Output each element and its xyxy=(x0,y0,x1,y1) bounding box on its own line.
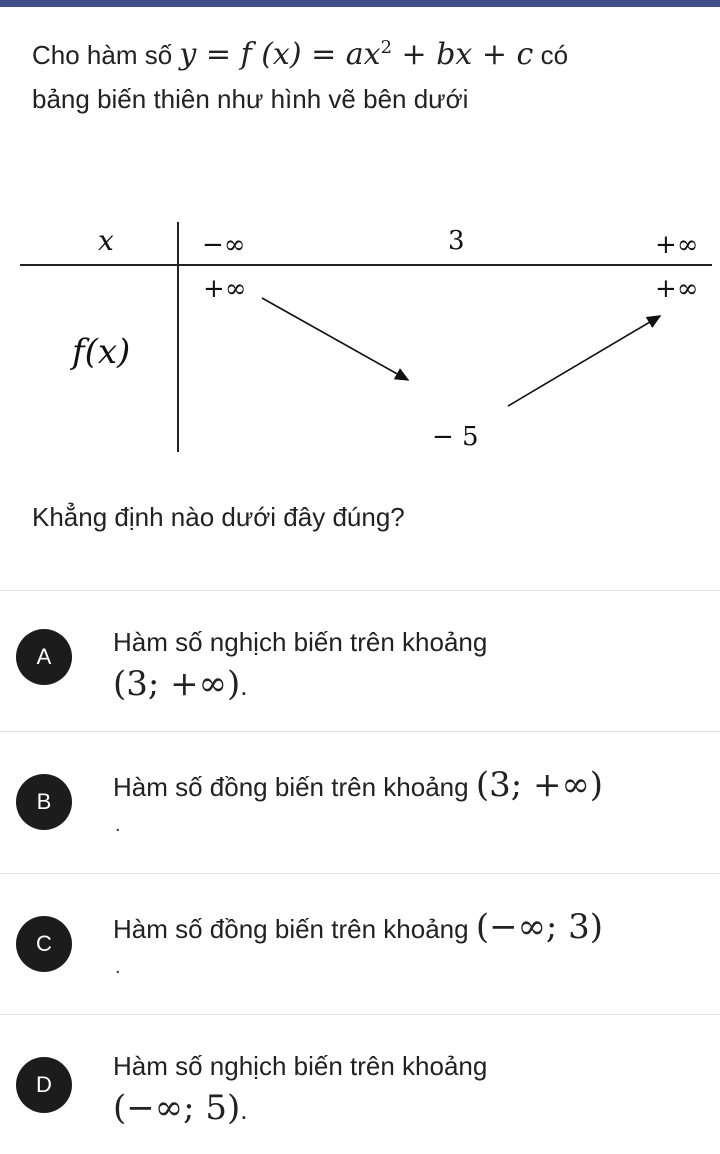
table-fx-label: f(x) xyxy=(72,332,131,372)
option-b-badge: B xyxy=(16,774,72,830)
x-value-neg-inf: −∞ xyxy=(202,230,246,260)
increasing-arrow xyxy=(508,316,660,406)
formula-exponent: 2 xyxy=(380,37,393,58)
option-a-badge: A xyxy=(16,629,72,685)
option-d-period: . xyxy=(240,1095,248,1125)
question-suffix: có xyxy=(540,40,569,70)
option-d-interval: (−∞; 5) xyxy=(113,1088,241,1128)
option-c-text xyxy=(113,906,703,950)
variation-table xyxy=(0,210,720,460)
option-d-badge: D xyxy=(16,1057,72,1113)
option-c-label: Hàm số đồng biến trên khoảng xyxy=(113,914,469,944)
option-b-label: Hàm số đồng biến trên khoảng xyxy=(113,772,469,802)
top-accent-bar xyxy=(0,0,720,7)
option-c[interactable] xyxy=(0,873,720,1013)
option-d-text xyxy=(113,1045,703,1131)
decreasing-arrow xyxy=(262,298,408,380)
x-value-3: 3 xyxy=(448,226,465,256)
question-text xyxy=(32,26,692,121)
table-x-label: x xyxy=(98,224,114,257)
question-prompt: Khẳng định nào dưới đây đúng? xyxy=(32,502,405,532)
option-b[interactable] xyxy=(0,731,720,871)
option-b-period: . xyxy=(115,814,121,836)
option-b-text xyxy=(113,764,703,808)
question-prefix: Cho hàm số xyxy=(32,40,173,70)
question-line-2: bảng biến thiên như hình vẽ bên dưới xyxy=(32,84,469,114)
question-line-1 xyxy=(32,26,692,77)
question-formula xyxy=(179,37,533,72)
option-c-badge: C xyxy=(16,916,72,972)
f-value-right-pos-inf: +∞ xyxy=(655,274,699,304)
f-value-left-pos-inf: +∞ xyxy=(203,274,247,304)
formula-lhs: y = f (x) = ax xyxy=(179,37,381,72)
option-c-interval: (−∞; 3) xyxy=(475,907,604,947)
x-value-pos-inf: +∞ xyxy=(655,230,699,260)
option-c-period: . xyxy=(115,956,121,978)
option-a-interval: (3; +∞) xyxy=(113,664,241,704)
option-b-interval: (3; +∞) xyxy=(475,765,604,805)
option-a-label: Hàm số nghịch biến trên khoảng xyxy=(113,627,488,657)
option-d-label: Hàm số nghịch biến trên khoảng xyxy=(113,1051,488,1081)
option-a-text xyxy=(113,621,703,707)
option-d[interactable] xyxy=(0,1014,720,1154)
formula-rhs: + bx + c xyxy=(392,37,534,72)
f-value-min: − 5 xyxy=(432,422,479,452)
option-a[interactable] xyxy=(0,590,720,730)
option-a-period: . xyxy=(240,671,248,701)
